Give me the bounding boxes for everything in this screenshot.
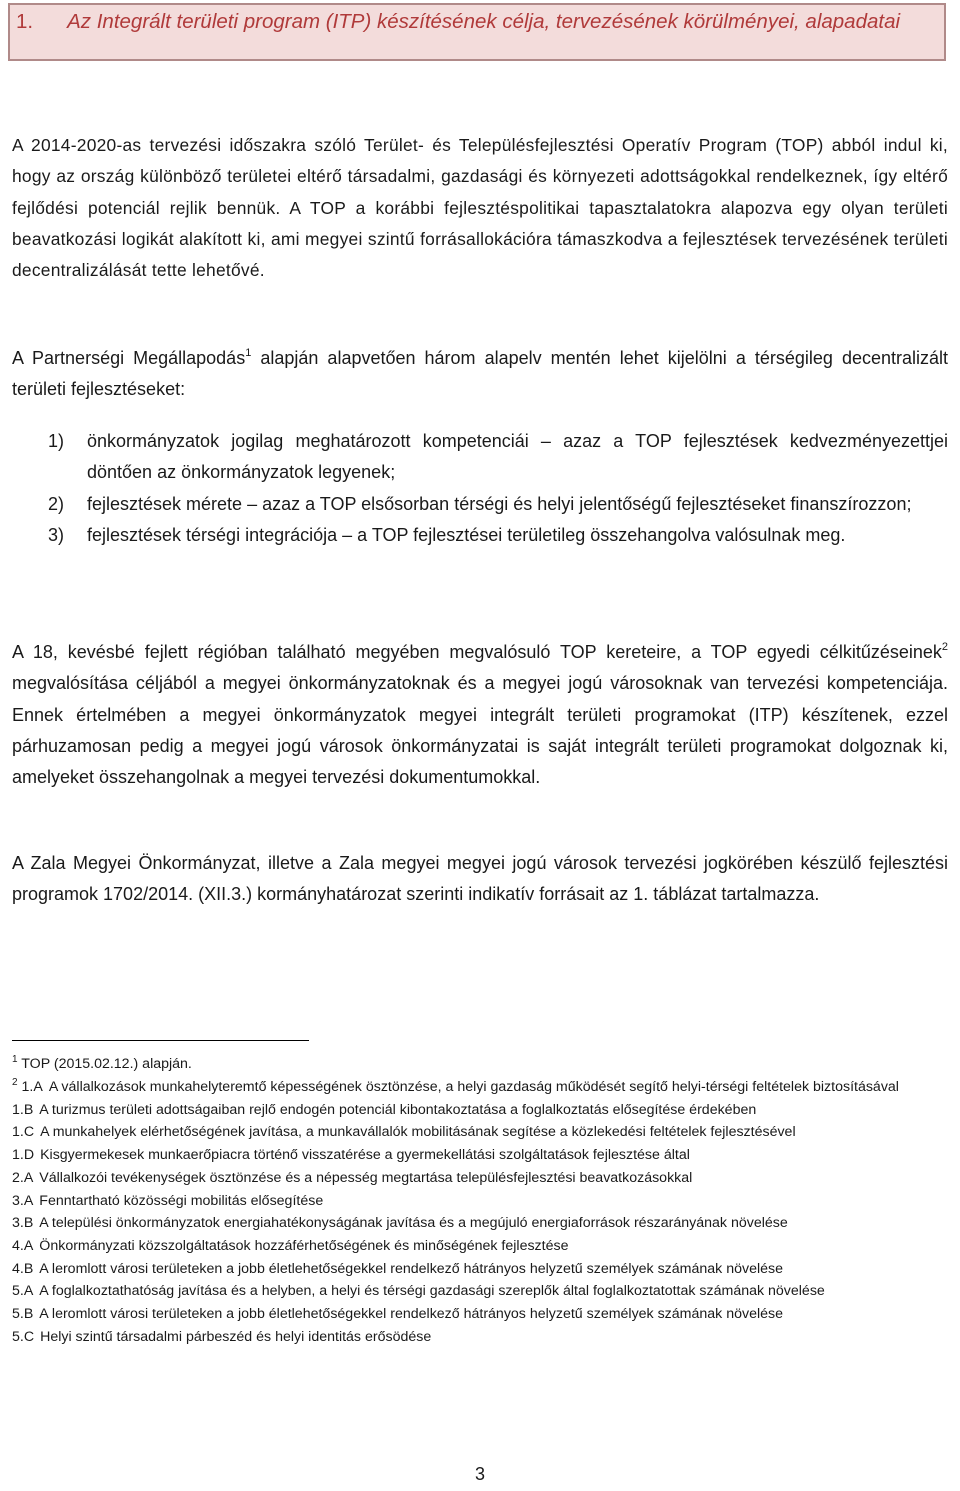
objective-text: A leromlott városi területeken a jobb életlehetőségekkel rendelkező hátrányos helyzetű személyek számának növelése <box>39 1306 783 1323</box>
footnote-item <box>12 1190 948 1213</box>
paragraph-zala: A Zala Megyei Önkormányzat, illetve a Zala megyei megyei jogú városok tervezési jogkörében készülő fejlesztési programok 1702/2014. (XII.3.) kormányhatározat szerinti indikatív forrásait az 1. táblázat tartalmazza. <box>12 853 948 905</box>
footnote-item <box>12 1121 948 1144</box>
objective-text: A leromlott városi területeken a jobb életlehetőségekkel rendelkező hátrányos helyzetű személyek számának növelése <box>39 1260 783 1277</box>
paragraph-text: A 18, kevésbé fejlett régióban található megyében megvalósuló TOP kereteire, a TOP egyedi célkitűzéseinek <box>12 642 942 662</box>
list-text: önkormányzatok jogilag meghatározott kompetenciái – azaz a TOP fejlesztések kedvezményezettjei döntően az önkormányzatok legyenek; <box>87 431 948 483</box>
footnote-ref-2[interactable]: 2 <box>941 641 948 653</box>
paragraph-top-intro: A 2014-2020-as tervezési időszakra szóló Terület- és Településfejlesztési Operatív Program (TOP) abból indul ki, hogy az ország különböző területei eltérő társadalmi, gazdasági és környezeti adottságokkal rendelkeznek, így eltérő fejlődési potenciál rejlik bennük. A TOP a korábbi fejlesztéspolitikai tapasztalatokra alapozva egy olyan területi beavatkozási logikát alakított ki, ami megyei szintű forrásallokációra támaszkodva a fejlesztések tervezésének területi decentralizálását tette lehetővé. <box>12 135 948 281</box>
footnote-mark: 1 <box>12 1054 18 1065</box>
objective-text: A foglalkoztathatóság javítása és a helyben, a helyi és térségi gazdasági szereplők által foglalkoztatottak számának növelése <box>39 1283 825 1300</box>
paragraph-text: megvalósítása céljából a megyei önkormányzatoknak és a megyei jogú városoknak van tervezési kompetenciája. Ennek értelmében a megyei önkormányzatok megyei integrált területi programokat (ITP) készítenek, ezzel párhuzamosan pedig a megyei jogú városok önkormányzatai is saját integrált területi programokat dolgoznak ki, amelyeket összehangolnak a megyei tervezési dokumentumokkal. <box>12 673 948 788</box>
list-text: fejlesztések térségi integrációja – a TOP fejlesztései területileg összehangolva valósulnak meg. <box>87 524 846 545</box>
objective-text: A turizmus területi adottságaiban rejlő endogén potenciál kibontakoztatása a foglalkoztatás elősegítése érdekében <box>39 1101 757 1118</box>
objective-text: Fenntartható közösségi mobilitás elősegítése <box>39 1192 324 1209</box>
objective-text: Helyi szintű társadalmi párbeszéd és helyi identitás erősödése <box>40 1328 432 1345</box>
footnote-item <box>12 1235 948 1258</box>
objective-code: 4.A <box>12 1237 34 1254</box>
footnote-item <box>12 1303 948 1326</box>
objective-text: A munkahelyek elérhetőségének javítása, a munkavállalók mobilitásának segítése a közlekedési feltételek fejlesztésével <box>40 1124 796 1141</box>
objective-text: Önkormányzati közszolgáltatások hozzáférhetőségének és minőségének fejlesztése <box>39 1237 569 1254</box>
footnote-item <box>12 1258 948 1281</box>
footnote-item <box>12 1326 948 1349</box>
section-title: Az Integrált területi program (ITP) készítésének célja, tervezésének körülményei, alapadatai <box>67 10 901 33</box>
list-number: 1) <box>48 431 65 451</box>
objective-text: Kisgyermekesek munkaerőpiacra történő visszatérése a gyermekellátási szolgáltatások fejlesztése által <box>40 1147 690 1164</box>
paragraph-partnership <box>12 343 948 406</box>
objective-code: 4.B <box>12 1260 34 1277</box>
page-number: 3 <box>474 1464 485 1484</box>
objective-text: A települési önkormányzatok energiahatékonyságának javítása és a megújuló energiaforrások részarányának növelése <box>39 1215 788 1232</box>
section-heading <box>8 3 946 61</box>
list-number: 2) <box>48 493 65 514</box>
objective-code: 1.A <box>21 1079 43 1095</box>
footnote-item <box>12 1212 948 1235</box>
list-item <box>48 426 948 489</box>
footnote-2 <box>12 1076 948 1348</box>
footnote-text: TOP (2015.02.12.) alapján. <box>17 1056 192 1072</box>
footnote-item <box>12 1280 948 1303</box>
objective-code: 1.D <box>12 1147 35 1164</box>
objective-code: 5.A <box>12 1283 34 1300</box>
footnote-item <box>12 1076 948 1099</box>
section-number: 1. <box>16 10 34 33</box>
objective-code: 2.A <box>12 1169 34 1186</box>
objective-code: 5.C <box>12 1328 35 1345</box>
objective-text: Vállalkozói tevékenységek ösztönzése és a népesség megtartása településfejlesztési beavatkozásokkal <box>39 1169 693 1186</box>
paragraph-competence <box>12 637 948 793</box>
list-item <box>48 520 948 551</box>
footnote-separator <box>12 1040 309 1041</box>
list-number: 3) <box>48 524 65 545</box>
footnote-mark: 2 <box>12 1077 18 1088</box>
footnote-item <box>12 1144 948 1167</box>
objective-code: 5.B <box>12 1306 34 1323</box>
paragraph-text: alapján alapvetően három alapelv mentén lehet kijelölni a térségileg decentralizált területi fejlesztéseket: <box>12 348 948 400</box>
objective-code: 1.B <box>12 1101 34 1118</box>
footnote-item <box>12 1099 948 1122</box>
list-text: fejlesztések mérete – azaz a TOP elsősorban térségi és helyi jelentőségű fejlesztéseket finanszírozzon; <box>87 493 912 514</box>
footnote-1 <box>12 1053 948 1076</box>
principles-list <box>48 426 948 551</box>
footnote-item <box>12 1167 948 1190</box>
objective-code: 1.C <box>12 1124 35 1141</box>
list-item <box>48 489 948 520</box>
objective-code: 3.A <box>12 1192 34 1209</box>
paragraph-text: A Partnerségi Megállapodás <box>12 348 246 368</box>
objective-code: 3.B <box>12 1215 34 1232</box>
footnote-ref-1[interactable]: 1 <box>245 347 252 359</box>
objective-text: A vállalkozások munkahelyteremtő képességének ösztönzése, a helyi gazdaság működését segítő helyi-térségi feltételek biztosításával <box>48 1079 899 1095</box>
